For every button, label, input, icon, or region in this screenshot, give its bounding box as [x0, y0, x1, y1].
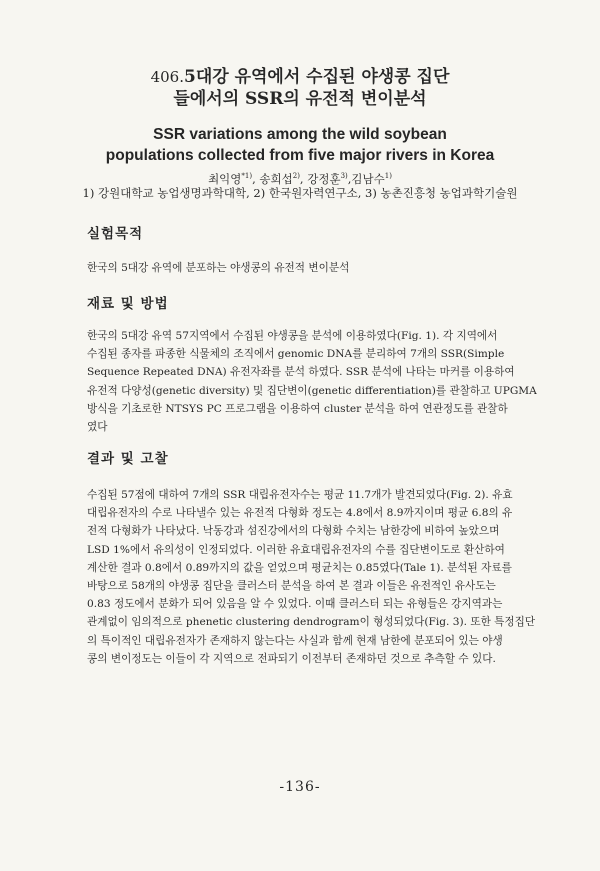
korean-title — [0, 66, 600, 110]
author-affiliation-mark: *1) — [241, 172, 253, 180]
body-line: 대립유전자의 수로 나타낼수 있는 유전적 다형화 정도는 4.8에서 8.9까지이며 평균 6.8의 유 — [87, 507, 513, 520]
body-line: 유전적 다양성(genetic diversity) 및 집단변이(genetic differentiation)를 관찰하고 UPGMA — [87, 384, 537, 397]
author-affiliation-mark: 1) — [384, 172, 392, 180]
page-number: -136- — [279, 779, 321, 795]
author-affiliation-mark: 3) — [340, 172, 348, 180]
body-line: 관계없이 임의적으로 phenetic clustering dendrogram이 형성되었다(Fig. 3). 또한 특정집단 — [87, 616, 536, 629]
body-line: 방식을 기초로한 NTSYS PC 프로그램을 이용하여 cluster 분석을 하여 연관정도를 관찰하 — [87, 402, 508, 415]
body-line: 계산한 결과 0.8에서 0.89까지의 값을 얻었으며 평균치는 0.85였다(Tale 1). 분석된 자료를 — [87, 561, 512, 574]
body-line: 바탕으로 58개의 야생콩 집단을 클러스터 분석을 하여 본 결과 이들은 유전적인 유사도는 — [87, 580, 496, 593]
abstract-number: 406. — [150, 68, 184, 86]
body-line: 였다 — [87, 421, 108, 434]
body-line: Sequence Repeated DNA) 유전자좌를 분석 하였다. SSR 분석에 나타는 마커를 이용하여 — [87, 366, 515, 379]
body-line: 콩의 변이정도는 이들이 각 지역으로 전파되기 이전부터 존재하던 것으로 추측할 수 있다. — [87, 652, 496, 665]
affiliations: 1) 강원대학교 농업생명과학대학, 2) 한국원자력연구소, 3) 농촌진흥청 농업과학기술원 — [82, 186, 518, 200]
korean-title-line-2: 들에서의 SSR의 유전적 변이분석 — [173, 89, 427, 109]
body-line: 한국의 5대강 유역 57지역에서 수집된 야생콩을 분석에 이용하였다(Fig. 1). 각 지역에서 — [87, 330, 498, 342]
body-line: 전적 다형화가 나타났다. 낙동강과 섬진강에서의 다형화 수치는 남한강에 비하여 높았으며 — [87, 525, 500, 538]
author-name: , 강정훈 — [299, 171, 341, 186]
section-body-results — [87, 486, 536, 668]
body-line: 0.83 정도에서 분화가 되어 있음을 알 수 있었다. 이때 클러스터 되는 유형들은 강지역과는 — [87, 598, 503, 611]
section-body-purpose — [87, 259, 525, 277]
author-affiliation-mark: 2) — [292, 172, 300, 180]
section-heading-purpose: 실험목적 — [87, 226, 144, 242]
body-line: 수집된 57점에 대하여 7개의 SSR 대립유전자수는 평균 11.7개가 발견되었다(Fig. 2). 유효 — [87, 489, 513, 501]
body-line: 한국의 5대강 유역에 분포하는 야생콩의 유전적 변이분석 — [87, 262, 350, 274]
english-title-line-2: populations collected from five major rivers in Korea — [105, 147, 495, 164]
english-title — [0, 124, 600, 166]
body-line: LSD 1%에서 유의성이 인정되었다. 이러한 유효대립유전자의 수를 집단변이도로 환산하여 — [87, 543, 505, 556]
section-heading-results: 결과 및 고찰 — [87, 451, 169, 467]
author-name: ,김남수 — [347, 171, 385, 186]
section-heading-methods: 재료 및 방법 — [87, 296, 169, 312]
body-line: 의 특이적인 대립유전자가 존재하지 않는다는 사실과 함께 현재 남한에 분포되어 있는 야생 — [87, 634, 503, 647]
author-name: , 송희섭 — [252, 171, 293, 186]
section-body-methods — [87, 327, 537, 436]
english-title-line-1: SSR variations among the wild soybean — [153, 126, 447, 143]
author-name: 최익영 — [208, 171, 242, 186]
korean-title-line-1: 5대강 유역에서 수집된 야생콩 집단 — [183, 67, 450, 87]
body-line: 수집된 종자를 파종한 식물체의 조직에서 genomic DNA를 분리하여 7개의 SSR(Simple — [87, 348, 505, 361]
